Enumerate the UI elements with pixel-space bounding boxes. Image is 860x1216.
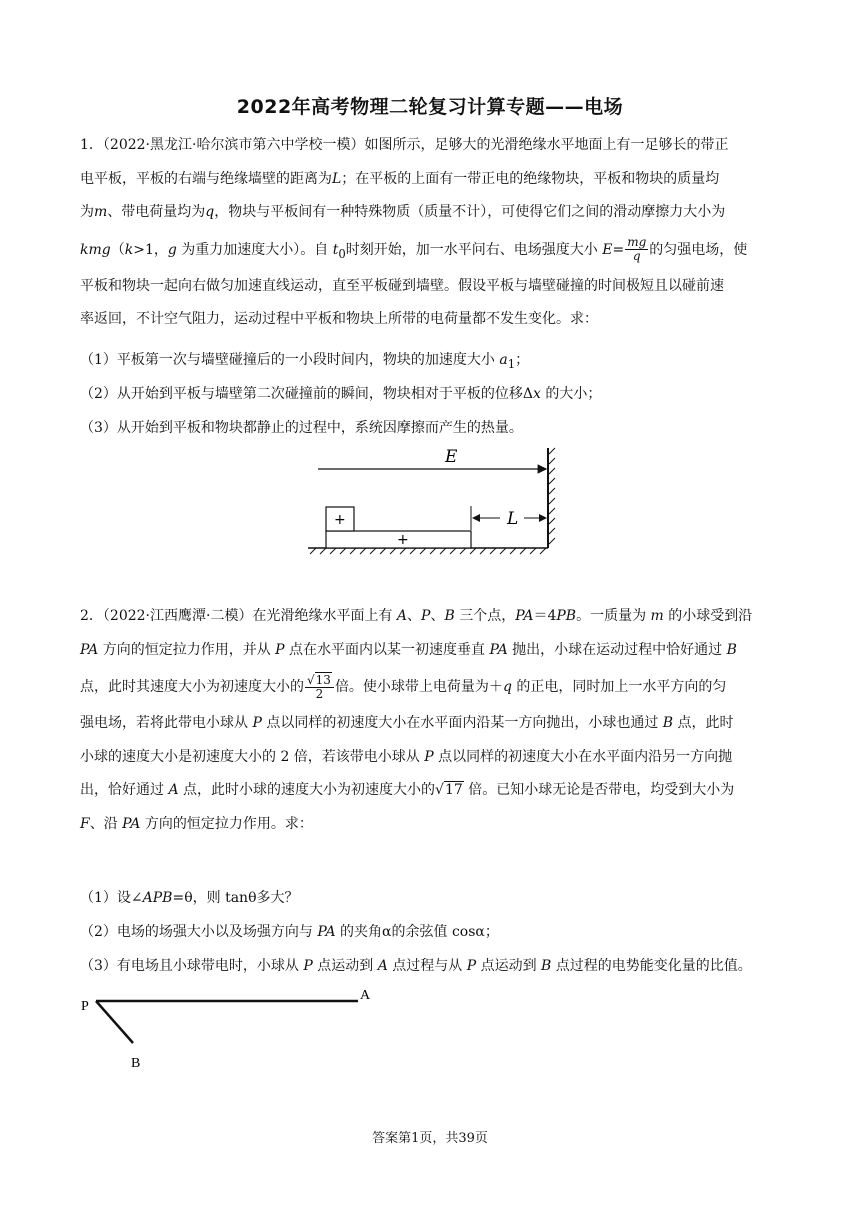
p2-line-1: 2．（2022·江西鹰潭·二模）在光滑绝缘水平面上有 A、P、B 三个点，PA＝4PB。一质量为 m 的小球受到沿 — [80, 608, 753, 624]
p2-line-2: PA 方向的恒定拉力作用，并从 P 点在水平面内以某一初速度垂直 PA 抛出，小球在运动过程中恰好通过 B — [80, 641, 737, 658]
distance-label-L: L — [507, 509, 519, 529]
fraction-sqrt13-over-2: $\frac{√13}{2}$ — [305, 674, 334, 701]
p1-line-5: 平板和物块一起向右做匀加速直线运动，直至平板碰到墙壁。假设平板与墙壁碰撞的时间极短且以碰前速 — [80, 277, 724, 294]
p2-line-6: 出，恰好通过 A 点，此时小球的速度大小为初速度大小的√17 倍。已知小球无论是否带电，均受到大小为 — [80, 782, 735, 798]
p1-question-3: （3）从开始到平板和物块都静止的过程中，系统因摩擦而产生的热量。 — [80, 420, 523, 436]
p1-line-1: 1．（2022·黑龙江·哈尔滨市第六中学校一模）如图所示，足够大的光滑绝缘水平地面上有一足够长的带正 — [80, 137, 729, 153]
p1-line-4: kmg（k>1，g 为重力加速度大小）。自 $t_0$时刻开始，加一水平问右、电场强度大小 E= $\frac{mg}{q}$ 的匀强电场，使 — [80, 235, 748, 263]
block-charge-sign: + — [334, 512, 346, 528]
segment-PB — [96, 1001, 133, 1043]
page-title: 2022年高考物理二轮复习计算专题——电场 — [236, 96, 624, 118]
fraction-mg-over-q: $\frac{mg}{q}$ — [627, 235, 647, 263]
p1-question-2: （2）从开始到平板与墙壁第二次碰撞前的瞬间，物块相对于平板的位移Δx 的大小； — [80, 386, 602, 402]
point-label-P: P — [81, 999, 89, 1014]
p1-line-3: 为m、带电荷量均为q，物块与平板间有一种特殊物质（质量不计），可使得它们之间的滑动摩擦力大小为 — [80, 204, 726, 220]
ground-hatching — [310, 548, 546, 554]
p2-line-5: 小球的速度大小是初速度大小的 2 倍，若该带电小球从 P 点以同样的初速度大小在水平面内沿另一方向抛 — [80, 748, 733, 765]
p2-line-3: 点，此时其速度大小为初速度大小的 $\frac{√13}{2}$ 倍。使小球带上电荷量为＋q 的正电，同时加上一水平方向的匀 — [80, 672, 727, 701]
problem-1-text — [80, 129, 780, 337]
sqrt-17: √17 — [435, 782, 463, 798]
p1-line-2: 电平板，平板的右端与绝缘墙壁的距离为L；在平板的上面有一带正电的绝缘物块，平板和物块的质量均 — [80, 170, 720, 187]
point-label-A: A — [360, 988, 371, 1003]
page-footer: 答案第1页，共39页 — [372, 1131, 488, 1146]
field-label-E: E — [445, 447, 458, 467]
plate-charge-sign: + — [397, 532, 409, 548]
figure-2-points — [70, 985, 390, 1075]
p1-question-1: （1）平板第一次与墙壁碰撞后的一小段时间内，物块的加速度大小 $a_1$； — [80, 352, 530, 371]
problem-2-text — [80, 600, 780, 841]
figure-1-plate-and-block — [300, 440, 570, 565]
p2-line-4: 强电场，若将此带电小球从 P 点以同样的初速度大小在水平面内沿某一方向抛出，小球也通过 B 点，此时 — [80, 715, 734, 731]
p2-line-7: F、沿 PA 方向的恒定拉力作用。求： — [80, 815, 313, 832]
p2-question-1: （1）设∠APB=θ，则 tanθ多大？ — [80, 890, 299, 906]
point-label-B: B — [131, 1056, 141, 1071]
p2-question-3: （3）有电场且小球带电时，小球从 P 点运动到 A 点过程与从 P 点运动到 B 点过程的电势能变化量的比值。 — [80, 958, 752, 974]
p2-question-2: （2）电场的场强大小以及场强方向与 PA 的夹角α的余弦值 cosα； — [80, 924, 499, 940]
wall-hatching — [549, 448, 555, 544]
p1-line-6: 率返回，不计空气阻力，运动过程中平板和物块上所带的电荷量都不发生变化。求： — [80, 311, 598, 327]
